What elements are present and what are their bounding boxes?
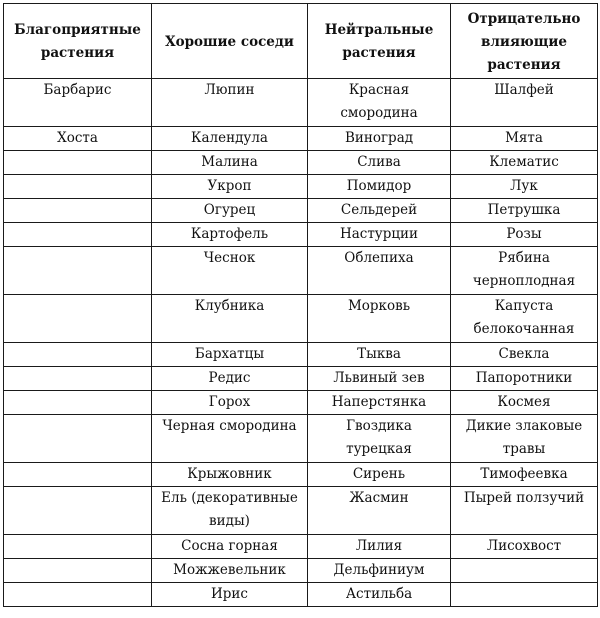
table-row <box>4 79 598 127</box>
table-cell: Лук <box>451 175 598 199</box>
table-cell <box>4 247 152 295</box>
table-cell <box>4 223 152 247</box>
table-cell <box>4 175 152 199</box>
table-cell: Тыква <box>308 343 451 367</box>
table-cell: Тимофеевка <box>451 463 598 487</box>
table-cell: Календула <box>152 127 308 151</box>
table-row <box>4 127 598 151</box>
table-cell: Слива <box>308 151 451 175</box>
table-cell <box>4 367 152 391</box>
table-cell: Чеснок <box>152 247 308 295</box>
header-negative: Отрицательно влияющие растения <box>451 4 598 79</box>
table-row <box>4 487 598 535</box>
table-row <box>4 559 598 583</box>
table-row <box>4 151 598 175</box>
table-cell <box>4 151 152 175</box>
table-cell: Папоротники <box>451 367 598 391</box>
header-neutral: Нейтральные растения <box>308 4 451 79</box>
table-cell: Дикие злаковые травы <box>451 415 598 463</box>
table-cell: Клематис <box>451 151 598 175</box>
table-cell: Можжевельник <box>152 559 308 583</box>
table-cell: Сельдерей <box>308 199 451 223</box>
table-cell: Сосна горная <box>152 535 308 559</box>
table-cell: Барбарис <box>4 79 152 127</box>
table-row <box>4 367 598 391</box>
table-row <box>4 463 598 487</box>
header-favorable: Благоприятные растения <box>4 4 152 79</box>
table-cell: Укроп <box>152 175 308 199</box>
table-cell <box>4 487 152 535</box>
table-cell: Помидор <box>308 175 451 199</box>
table-row <box>4 199 598 223</box>
table-cell: Жасмин <box>308 487 451 535</box>
table-row <box>4 583 598 607</box>
table-cell: Хоста <box>4 127 152 151</box>
table-cell: Пырей ползучий <box>451 487 598 535</box>
table-cell: Гвоздика турецкая <box>308 415 451 463</box>
table-cell: Космея <box>451 391 598 415</box>
table-cell: Капуста белокочанная <box>451 295 598 343</box>
table-cell <box>4 295 152 343</box>
table-cell: Ирис <box>152 583 308 607</box>
table-row <box>4 247 598 295</box>
table-cell <box>4 559 152 583</box>
table-row <box>4 223 598 247</box>
table-cell <box>4 343 152 367</box>
table-row <box>4 343 598 367</box>
table-cell <box>451 559 598 583</box>
table-cell: Облепиха <box>308 247 451 295</box>
header-good-neighbors: Хорошие соседи <box>152 4 308 79</box>
header-row <box>4 4 598 79</box>
table-cell: Дельфиниум <box>308 559 451 583</box>
table-cell: Клубника <box>152 295 308 343</box>
table-cell: Красная смородина <box>308 79 451 127</box>
table-cell: Бархатцы <box>152 343 308 367</box>
table-cell: Астильба <box>308 583 451 607</box>
table-row <box>4 175 598 199</box>
table-row <box>4 391 598 415</box>
table-cell: Настурции <box>308 223 451 247</box>
table-cell: Малина <box>152 151 308 175</box>
table-cell <box>4 535 152 559</box>
table-cell: Редис <box>152 367 308 391</box>
table-cell: Рябина черноплодная <box>451 247 598 295</box>
table-cell: Морковь <box>308 295 451 343</box>
table-cell: Шалфей <box>451 79 598 127</box>
table-cell: Крыжовник <box>152 463 308 487</box>
table-cell: Черная смородина <box>152 415 308 463</box>
table-cell: Лисохвост <box>451 535 598 559</box>
table-cell <box>4 199 152 223</box>
table-cell <box>4 391 152 415</box>
table-cell: Сирень <box>308 463 451 487</box>
table-cell: Розы <box>451 223 598 247</box>
table-cell: Люпин <box>152 79 308 127</box>
table-cell: Виноград <box>308 127 451 151</box>
table-cell: Наперстянка <box>308 391 451 415</box>
table-cell: Свекла <box>451 343 598 367</box>
table-cell <box>451 583 598 607</box>
table-cell: Огурец <box>152 199 308 223</box>
table-row <box>4 535 598 559</box>
table-row <box>4 415 598 463</box>
table-row <box>4 295 598 343</box>
table-cell <box>4 583 152 607</box>
companion-plants-table <box>3 3 598 607</box>
table-cell <box>4 415 152 463</box>
table-cell: Картофель <box>152 223 308 247</box>
table-cell <box>4 463 152 487</box>
table-cell: Ель (декоративные виды) <box>152 487 308 535</box>
table-cell: Мята <box>451 127 598 151</box>
table-cell: Петрушка <box>451 199 598 223</box>
table-cell: Лилия <box>308 535 451 559</box>
table-cell: Львиный зев <box>308 367 451 391</box>
table-cell: Горох <box>152 391 308 415</box>
